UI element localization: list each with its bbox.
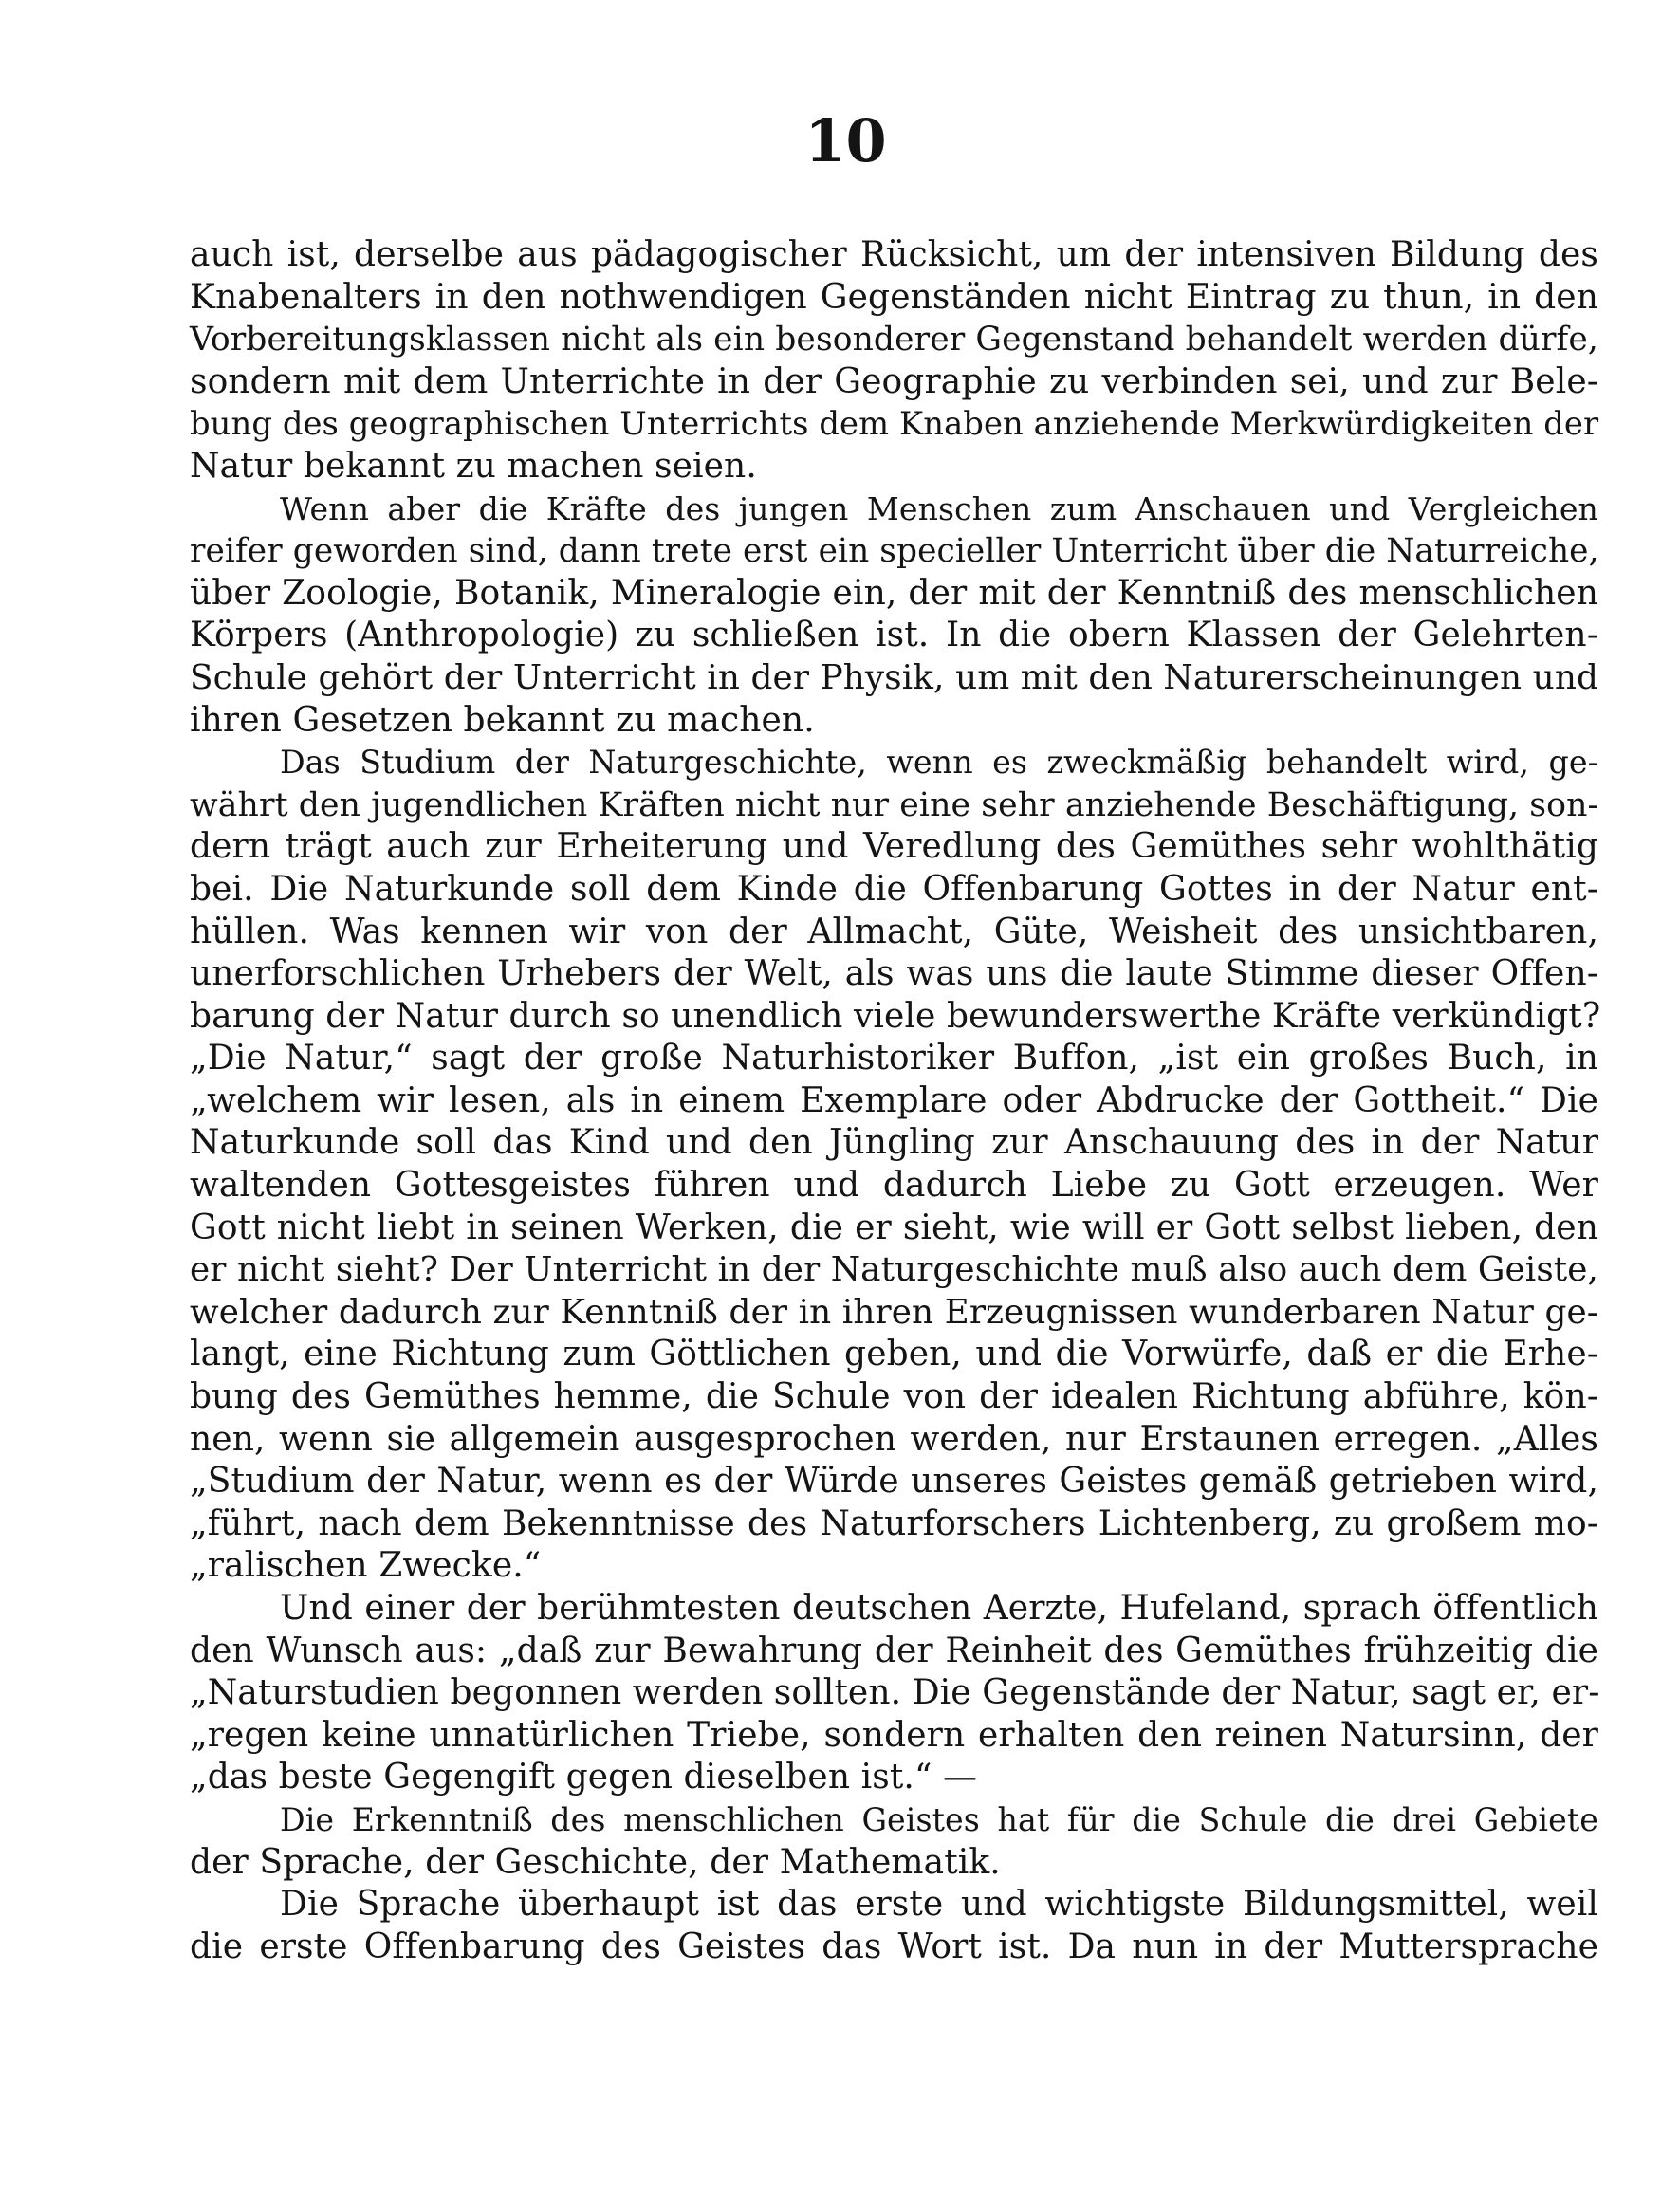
text-line: Körpers (Anthropologie) zu schließen ist. In die obern Klassen der Gelehrten-	[190, 616, 1598, 655]
text-line: hüllen. Was kennen wir von der Allmacht, Güte, Weisheit des unsichtbaren,	[190, 912, 1598, 951]
body-text	[190, 234, 1601, 1968]
text-line: ihren Gesetzen bekannt zu machen.	[190, 700, 815, 740]
text-line: bung des Gemüthes hemme, die Schule von der idealen Richtung abführe, kön-	[190, 1377, 1598, 1417]
text-line: er nicht sieht? Der Unterricht in der Naturgeschichte muß also auch dem Geiste,	[190, 1250, 1599, 1290]
text-line: „Studium der Natur, wenn es der Würde unseres Geistes gemäß getrieben wird,	[190, 1462, 1598, 1502]
text-line: „ralischen Zwecke.“	[190, 1546, 542, 1586]
text-line: Das Studium der Naturgeschichte, wenn es zweckmäßig behandelt wird, ge-	[280, 744, 1598, 782]
text-line: langt, eine Richtung zum Göttlichen geben, und die Vorwürfe, daß er die Erhe-	[190, 1335, 1598, 1374]
text-line: auch ist, derselbe aus pädagogischer Rücksicht, um der intensiven Bildung des	[190, 235, 1598, 274]
text-line: waltenden Gottesgeistes führen und dadurch Liebe zu Gott erzeugen. Wer	[190, 1166, 1598, 1206]
text-line: der Sprache, der Geschichte, der Mathematik.	[190, 1842, 1001, 1882]
text-line: Gott nicht liebt in seinen Werken, die er sieht, wie will er Gott selbst lieben, den	[190, 1208, 1598, 1247]
text-line: bei. Die Naturkunde soll dem Kinde die Offenbarung Gottes in der Natur ent-	[190, 869, 1598, 909]
text-line: unerforschlichen Urhebers der Welt, als was uns die laute Stimme dieser Offen-	[190, 954, 1598, 994]
text-line: „führt, nach dem Bekenntnisse des Naturforschers Lichtenberg, zu großem mo-	[190, 1503, 1598, 1543]
text-line: „regen keine unnatürlichen Triebe, sondern erhalten den reinen Natursinn, der	[190, 1715, 1598, 1755]
text-line: „das beste Gegengift gegen dieselben ist.“ —	[190, 1758, 978, 1798]
text-line: „Naturstudien begonnen werden sollten. Die Gegenstände der Natur, sagt er, er-	[190, 1673, 1600, 1713]
text-line: „welchem wir lesen, als in einem Exemplare oder Abdrucke der Gottheit.“ Die	[190, 1080, 1598, 1120]
text-line: welcher dadurch zur Kenntniß der in ihren Erzeugnissen wunderbaren Natur ge-	[190, 1292, 1598, 1332]
text-line: Naturkunde soll das Kind und den Jüngling zur Anschauung des in der Natur	[190, 1123, 1598, 1163]
text-line: sondern mit dem Unterrichte in der Geographie zu verbinden sei, und zur Bele-	[190, 361, 1598, 401]
text-line: „Die Natur,“ sagt der große Naturhistoriker Buffon, „ist ein großes Buch, in	[190, 1039, 1598, 1079]
text-line: bung des geographischen Unterrichts dem Knaben anziehende Merkwürdigkeiten der	[190, 405, 1599, 443]
text-line: Schule gehört der Unterricht in der Physik, um mit den Naturerscheinungen und	[190, 657, 1598, 697]
text-line: reifer geworden sind, dann trete erst ein specieller Unterricht über die Naturreiche,	[190, 532, 1599, 571]
text-line: währt den jugendlichen Kräften nicht nur eine sehr anziehende Beschäftigung, son-	[190, 785, 1599, 824]
text-line: den Wunsch aus: „daß zur Bewahrung der Reinheit des Gemüthes frühzeitig die	[190, 1631, 1598, 1670]
text-line: Natur bekannt zu machen seien.	[190, 446, 757, 486]
page-number: 10	[804, 106, 887, 175]
text-line: nen, wenn sie allgemein ausgesprochen werden, nur Erstaunen erregen. „Alles	[190, 1419, 1598, 1459]
text-line: dern trägt auch zur Erheiterung und Veredlung des Gemüthes sehr wohlthätig	[190, 827, 1598, 867]
text-line: die erste Offenbarung des Geistes das Wort ist. Da nun in der Muttersprache	[190, 1927, 1598, 1966]
text-line: über Zoologie, Botanik, Mineralogie ein, der mit der Kenntniß des menschlichen	[190, 573, 1598, 613]
text-line: Vorbereitungsklassen nicht als ein besonderer Gegenstand behandelt werden dürfe,	[190, 321, 1598, 360]
text-line: Knabenalters in den nothwendigen Gegenständen nicht Eintrag zu thun, in den	[190, 277, 1598, 317]
text-line: Die Erkenntniß des menschlichen Geistes hat für die Schule die drei Gebiete	[280, 1800, 1598, 1838]
text-line: Wenn aber die Kräfte des jungen Menschen zum Anschauen und Vergleichen	[280, 489, 1598, 527]
text-line: barung der Natur durch so unendlich viele bewunderswerthe Kräfte verkündigt?	[190, 996, 1601, 1036]
text-line: Die Sprache überhaupt ist das erste und wichtigste Bildungsmittel, weil	[280, 1885, 1598, 1925]
text-line: Und einer der berühmtesten deutschen Aerzte, Hufeland, sprach öffentlich	[280, 1589, 1598, 1628]
